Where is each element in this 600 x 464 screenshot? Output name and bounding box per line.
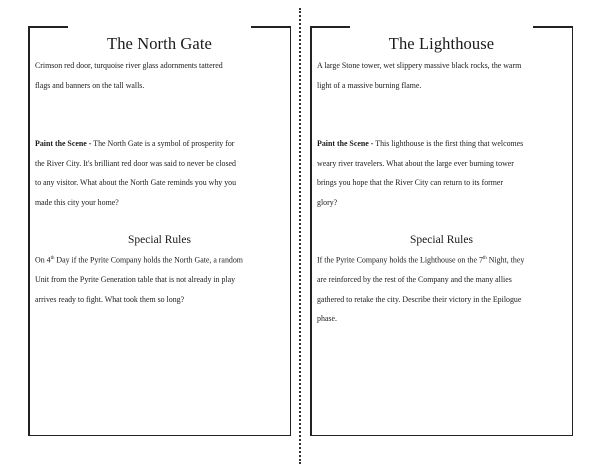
- paint-the-scene-text: [35, 134, 284, 212]
- special-rules-text: [317, 249, 566, 329]
- paint-the-scene-label: Paint the Scene -: [317, 139, 376, 148]
- paint-the-scene-label: Paint the Scene -: [35, 139, 94, 148]
- card-frame: [533, 26, 573, 28]
- card-frame: [251, 26, 291, 28]
- north-gate-card: [28, 26, 291, 436]
- card-frame: [290, 26, 292, 436]
- rules-text-start: On 4: [35, 255, 51, 265]
- paint-the-scene-body: The North Gate is a symbol of prosperity for the River City. It's brilliant red door was said to never be closed to any visitor. What about the North Gate reminds you why you made this city your home?: [35, 139, 237, 207]
- special-rules-text: [35, 249, 284, 309]
- card-frame: [28, 26, 30, 436]
- card-frame: [310, 26, 312, 436]
- card-frame: [572, 26, 574, 436]
- ordinal-suffix: th: [482, 256, 487, 261]
- card-frame: [28, 435, 291, 437]
- special-rules-heading: Special Rules: [410, 234, 473, 246]
- rules-text-end: Day if the Pyrite Company holds the North Gate, a random Unit from the Pyrite Generation table that is not already in play arrives ready to fight. What took them so long?: [35, 255, 243, 304]
- card-frame: [310, 26, 350, 28]
- location-description: Crimson red door, turquoise river glass adornments tattered flags and banners on the tall walls.: [35, 61, 223, 90]
- dotted-divider: [299, 8, 301, 464]
- paint-the-scene-text: [317, 134, 566, 212]
- card-title: The Lighthouse: [388, 34, 495, 53]
- lighthouse-card: [310, 26, 573, 436]
- card-frame: [310, 435, 573, 437]
- rules-text-start: If the Pyrite Company holds the Lighthouse on the 7: [317, 255, 483, 265]
- location-description: A large Stone tower, wet slippery massive black rocks, the warm light of a massive burning flame.: [317, 61, 522, 90]
- special-rules-heading: Special Rules: [128, 234, 191, 246]
- ordinal-suffix: th: [50, 256, 55, 261]
- card-frame: [28, 26, 68, 28]
- card-title: The North Gate: [107, 34, 212, 53]
- paint-the-scene-body: This lighthouse is the first thing that welcomes weary river travelers. What about the large ever burning tower brings you hope that the River City can return to its former glory?: [317, 139, 524, 207]
- rules-text-end: Night, they are reinforced by the rest of the Company and the many allies gathered to retake the city. Describe their victory in the Epilogue phase.: [317, 255, 525, 324]
